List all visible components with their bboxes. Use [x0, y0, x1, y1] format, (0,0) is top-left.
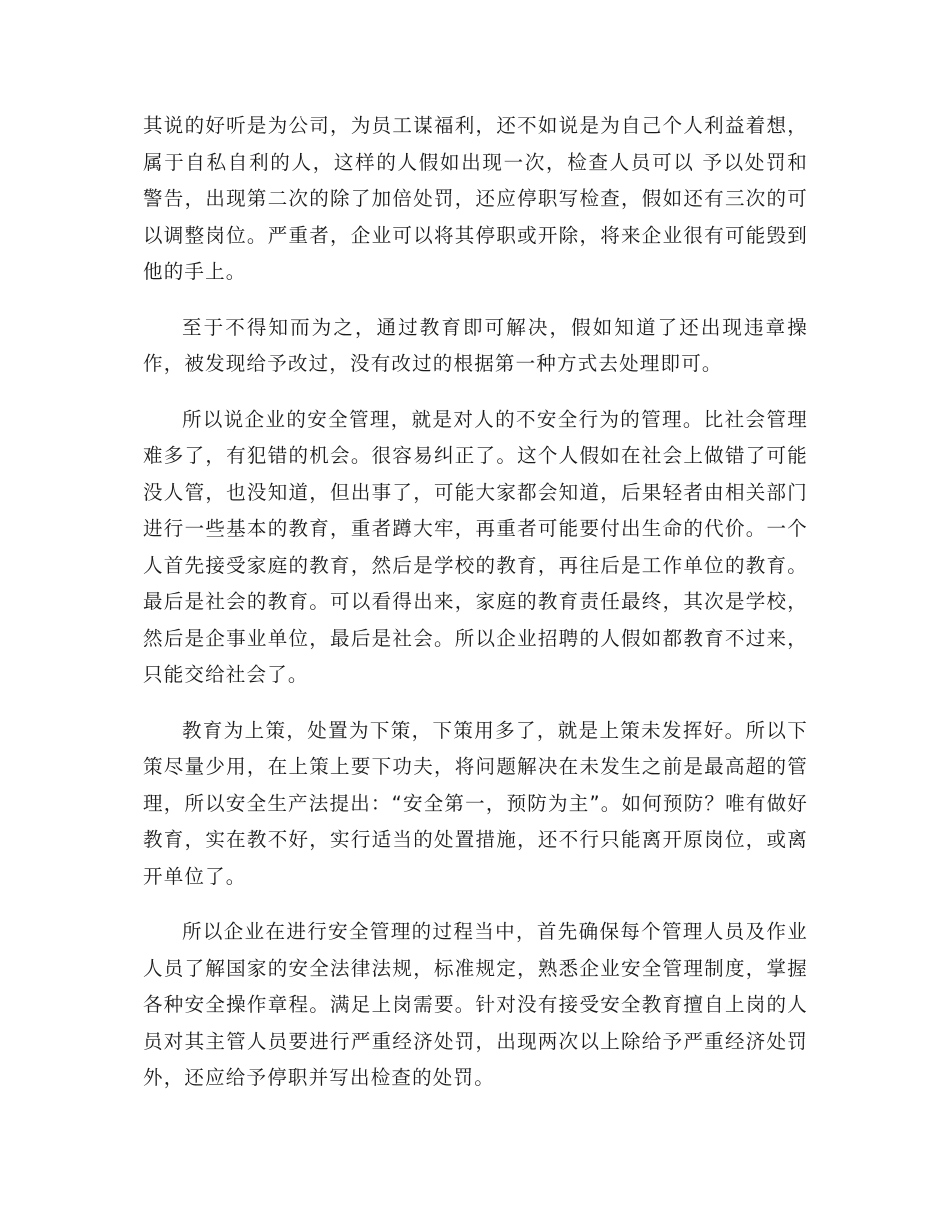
- paragraph-5: 所以企业在进行安全管理的过程当中，首先确保每个管理人员及作业人员了解国家的安全法律法规，标准规定，熟悉企业安全管理制度，掌握各种安全操作章程。满足上岗需要。针对没有接受安全教育擅自上岗的人员对其主管人员要进行严重经济处罚，出现两次以上除给予严重经济处罚外，还应给予停职并写出检查的处罚。: [143, 920, 808, 1089]
- paragraph-2: 至于不得知而为之，通过教育即可解决，假如知道了还出现违章操作，被发现给予改过，没有改过的根据第一种方式去处理即可。: [143, 315, 808, 375]
- paragraph-3: 所以说企业的安全管理，就是对人的不安全行为的管理。比社会管理难多了，有犯错的机会。很容易纠正了。这个人假如在社会上做错了可能没人管，也没知道，但出事了，可能大家都会知道，后果轻者由相关部门进行一些基本的教育，重者蹲大牢，再重者可能要付出生命的代价。一个人首先接受家庭的教育，然后是学校的教育，再往后是工作单位的教育。最后是社会的教育。可以看得出来，家庭的教育责任最终，其次是学校，然后是企事业单位，最后是社会。所以企业招聘的人假如都教育不过来，只能交给社会了。: [143, 407, 808, 686]
- document-body: [143, 108, 808, 1116]
- paragraph-4: 教育为上策，处置为下策，下策用多了，就是上策未发挥好。所以下策尽量少用，在上策上要下功夫，将问题解决在未发生之前是最高超的管理，所以安全生产法提出：“安全第一，预防为主”。如何预防？唯有做好教育，实在教不好，实行适当的处置措施，还不行只能离开原岗位，或离开单位了。: [143, 718, 808, 888]
- paragraph-1: 其说的好听是为公司，为员工谋福利，还不如说是为自己个人利益着想，属于自私自利的人，这样的人假如出现一次，检查人员可以 予以处罚和警告，出现第二次的除了加倍处罚，还应停职写检查，假如还有三次的可以调整岗位。严重者，企业可以将其停职或开除，将来企业很有可能毁到他的手上。: [143, 114, 808, 283]
